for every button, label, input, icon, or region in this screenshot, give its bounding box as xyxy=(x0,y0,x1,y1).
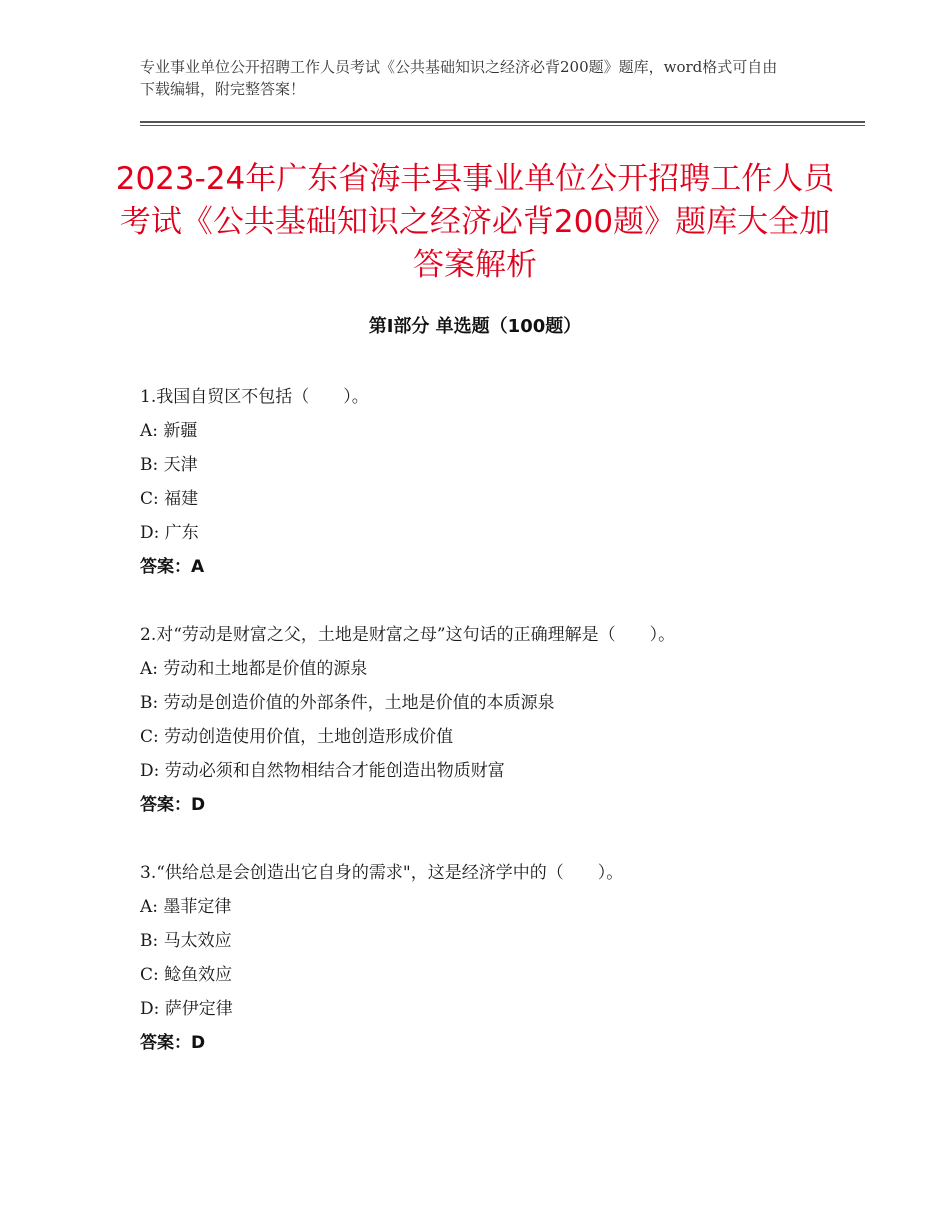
option-a: A: 劳动和土地都是价值的源泉 xyxy=(140,659,368,679)
option-c: C: 福建 xyxy=(140,489,199,509)
question-stem: 3.“供给总是会创造出它自身的需求"，这是经济学中的（ ）。 xyxy=(140,863,624,883)
option-c: C: 劳动创造使用价值，土地创造形成价值 xyxy=(140,727,454,747)
question-1 xyxy=(140,380,800,584)
header-divider-thin xyxy=(140,125,865,126)
option-b: B: 天津 xyxy=(140,455,198,475)
question-list xyxy=(140,380,800,1094)
option-d: D: 广东 xyxy=(140,523,199,543)
option-b: B: 马太效应 xyxy=(140,931,232,951)
section-title: 第Ⅰ部分 单选题（100题） xyxy=(368,316,582,337)
answer: 答案：D xyxy=(140,795,206,815)
option-d: D: 萨伊定律 xyxy=(140,999,233,1019)
option-c: C: 鲶鱼效应 xyxy=(140,965,233,985)
question-3 xyxy=(140,856,800,1060)
question-stem: 2.对“劳动是财富之父，土地是财富之母”这句话的正确理解是（ ）。 xyxy=(140,625,676,645)
option-a: A: 墨菲定律 xyxy=(140,897,232,917)
document-title: 2023-24年广东省海丰县事业单位公开招聘工作人员考试《公共基础知识之经济必背200题》题库大全加答案解析 xyxy=(115,161,835,283)
option-a: A: 新疆 xyxy=(140,421,198,441)
question-stem: 1.我国自贸区不包括（ ）。 xyxy=(140,387,369,407)
header-note: 专业事业单位公开招聘工作人员考试《公共基础知识之经济必背200题》题库，word格式可自由下载编辑，附完整答案！ xyxy=(140,58,778,98)
header-divider-thick xyxy=(140,121,865,123)
question-2 xyxy=(140,618,800,822)
answer: 答案：A xyxy=(140,557,205,577)
option-b: B: 劳动是创造价值的外部条件，土地是价值的本质源泉 xyxy=(140,693,555,713)
option-d: D: 劳动必须和自然物相结合才能创造出物质财富 xyxy=(140,761,505,781)
answer: 答案：D xyxy=(140,1033,206,1053)
